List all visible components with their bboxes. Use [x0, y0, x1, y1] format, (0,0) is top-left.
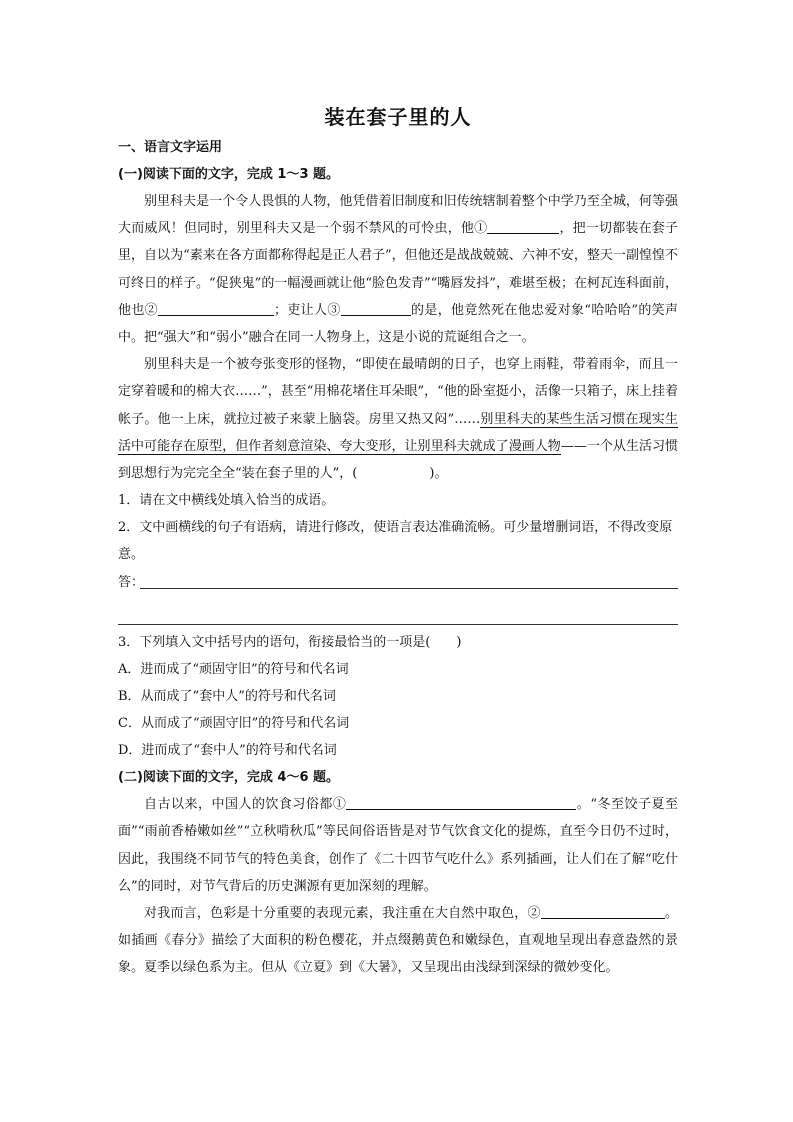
- answer-label: 答：: [118, 575, 145, 591]
- text-segment: ——一个从生活习惯到思想行为完完全全“装在套子里的人”，(: [118, 438, 678, 482]
- text-segment: 别里科夫是一个被夸张变形的怪物，“即使在最晴朗的日子，也穿上雨鞋，带着雨伞，而且一定穿着暖和的棉大衣……”，甚至“用棉花堵住耳朵眼”，“他的卧室挺小，活像一只箱子，床上挂着帐子。他一上床，就拉过被子来蒙上脑袋。房里又热又闷”……: [118, 357, 678, 427]
- part1-paragraph-1: [118, 188, 678, 351]
- question-1: 1．请在文中横线处填入恰当的成语。: [118, 493, 335, 509]
- blank-1: [487, 219, 559, 234]
- part2-heading: (二)阅读下面的文字，完成 4～6 题。: [118, 770, 340, 786]
- part2-paragraph-2: [118, 900, 678, 982]
- option-c[interactable]: C．从而成了“顽固守旧”的符号和代名词: [118, 716, 350, 732]
- text-segment: 。如插画《春分》描绘了大面积的粉色樱花，并点缀鹅黄色和嫩绿色，直观地呈现出春意盎然的景象。夏季以绿色系为主。但从《立夏》到《大暑》，又呈现出由浅绿到深绿的微妙变化。: [118, 906, 678, 976]
- document-page: [118, 100, 678, 982]
- answer-line[interactable]: [118, 568, 678, 598]
- option-d[interactable]: D．进而成了“套中人”的符号和代名词: [118, 743, 337, 759]
- text-segment: 。“冬至饺子夏至面”“雨前香椿嫩如丝”“立秋啃秋瓜”等民间俗语皆是对节气饮食文化的提炼，直至今日仍不过时，因此，我围绕不同节气的特色美食，创作了《二十四节气吃什么》系列插画，让人们在了解“吃什么”的同时，对节气背后的历史渊源有更加深刻的理解。: [118, 797, 678, 894]
- part1-heading: (一)阅读下面的文字，完成 1～3 题。: [118, 167, 340, 182]
- option-b[interactable]: B．从而成了“套中人”的符号和代名词: [118, 689, 336, 705]
- blank-2: [158, 301, 274, 316]
- option-a[interactable]: A．进而成了“顽固守旧”的符号和代名词: [118, 662, 349, 678]
- text-segment: 自古以来，中国人的饮食习俗都①: [144, 797, 347, 813]
- part1-paragraph-2: [118, 351, 678, 487]
- text-segment: ；吏让人③: [274, 302, 341, 318]
- answer-rule: [140, 588, 678, 589]
- part2-paragraph-1: [118, 791, 678, 900]
- section-heading: 一、语言文字运用: [118, 140, 223, 155]
- text-segment: 的是，他竟然死在他忠爱对象“哈哈哈”的笑声中。把“强大”和“弱小”融合在同一人物身上，这是小说的荒诞组合之一。: [118, 302, 678, 346]
- text-segment: ，把一切都装在套子里，自以为“素来在各方面都称得起是正人君子”，但他还是战战兢兢、六神不安，整天一副惶惶不可终日的样子。“促狭鬼”的一幅漫画就让他“脸色发青”“嘴唇发抖”，难堪至极；在柯瓦连科面前，他也②: [118, 221, 678, 318]
- page-title: 装在套子里的人: [324, 105, 472, 129]
- text-segment: 对我而言，色彩是十分重要的表现元素，我注重在大自然中取色，②: [144, 906, 541, 922]
- underlined-sentence: 别里科夫的某些生活习惯在现实生活中可能存在原型，但作者刻意渲染、夸大变形，让别里科夫就成了漫画人物: [118, 411, 678, 454]
- text-segment: 别里科夫是一个令人畏惧的人物，他凭借着旧制度和旧传统辖制着整个中学乃至全城，何等强大而威风！但同时，别里科夫又是一个弱不禁风的可怜虫，他①: [118, 194, 678, 237]
- question-3: 3．下列填入文中括号内的语句，衔接最恰当的一项是( ): [118, 635, 462, 651]
- answer-rule-2[interactable]: [118, 598, 678, 625]
- blank-4: [346, 795, 576, 810]
- blank-5: [541, 904, 665, 919]
- blank-3: [341, 301, 411, 316]
- question-2: 2．文中画横线的句子有语病，请进行修改，使语言表达准确流畅。可少量增删词语，不得改变原意。: [118, 520, 673, 563]
- text-segment: )。: [429, 466, 448, 482]
